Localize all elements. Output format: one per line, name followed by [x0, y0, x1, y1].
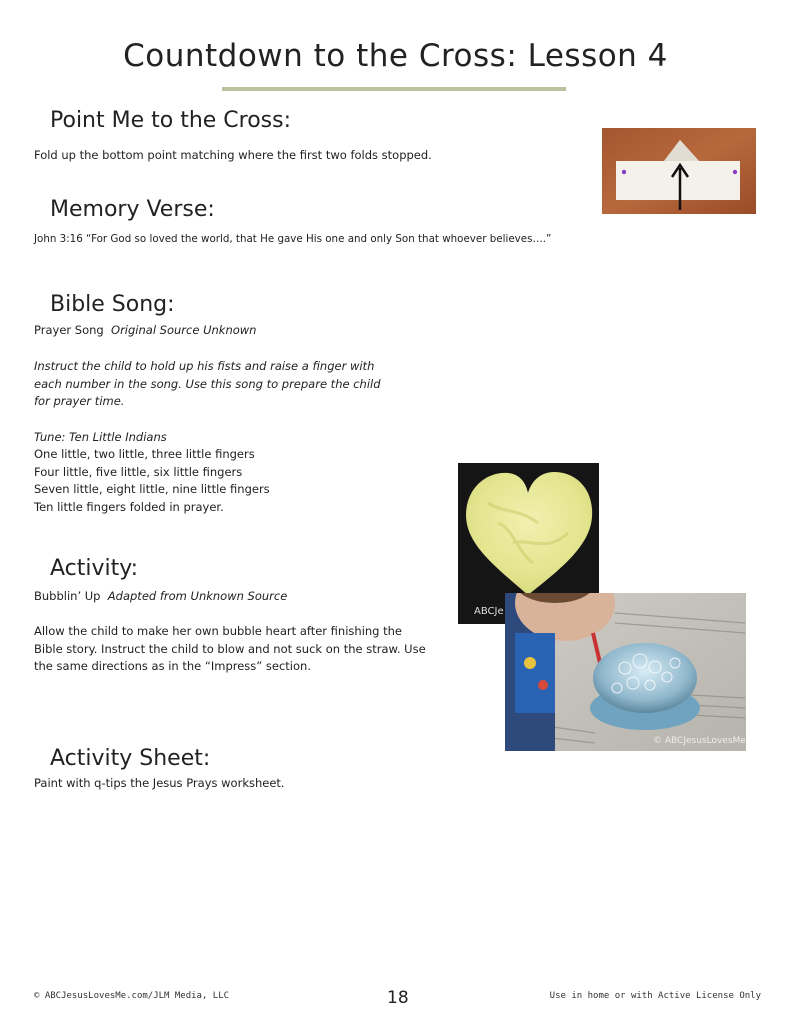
song-instructions: [34, 358, 381, 411]
song-lyrics: [34, 446, 270, 516]
activity-source: Adapted from Unknown Source: [107, 589, 288, 603]
activity-line: Allow the child to make her own bubble heart after finishing the: [34, 624, 402, 638]
point-heading: Point Me to the Cross:: [50, 108, 292, 133]
song-title-line: [34, 322, 256, 340]
memory-text: John 3:16 “For God so loved the world, that He gave His one and only Son that whoever believes….”: [34, 233, 552, 245]
lyric-line: Ten little fingers folded in prayer.: [34, 499, 224, 514]
page-title: Countdown to the Cross: Lesson 4: [123, 38, 668, 74]
page-number: 18: [387, 988, 409, 1008]
activity-heading: Activity:: [50, 556, 139, 581]
instruction-line: each number in the song. Use this song to prepare the child: [34, 376, 381, 391]
lyric-line: One little, two little, three little fingers: [34, 447, 255, 461]
song-source: Original Source Unknown: [111, 323, 257, 337]
song-heading: Bible Song:: [50, 292, 175, 317]
instruction-line: for prayer time.: [34, 394, 125, 409]
lyric-line: Four little, five little, six little fingers: [34, 464, 243, 479]
activity-instructions: [34, 623, 426, 676]
bubble-watermark: © ABCJesusLovesMe: [653, 736, 746, 746]
bubble-photo: [505, 593, 746, 751]
activity-line: the same directions as in the “Impress” section.: [34, 659, 311, 674]
song-tune: Tune: Ten Little Indians: [34, 430, 167, 444]
bubble-bowl-icon: [505, 593, 746, 751]
memory-heading: Memory Verse:: [50, 197, 215, 222]
lyric-line: Seven little, eight little, nine little fingers: [34, 482, 270, 497]
activity-name: Bubblin’ Up: [34, 589, 101, 603]
activity-line: Bible story. Instruct the child to blow and not suck on the straw. Use: [34, 641, 426, 656]
song-name: Prayer Song: [34, 323, 104, 337]
folded-paper-icon: [602, 128, 756, 214]
title-underline: [222, 87, 566, 91]
instruction-line: Instruct the child to hold up his fists and raise a finger with: [34, 359, 375, 373]
heart-watermark: ABCJe: [474, 606, 504, 617]
footer-license: Use in home or with Active License Only: [549, 991, 761, 1001]
footer-copyright: © ABCJesusLovesMe.com/JLM Media, LLC: [34, 991, 230, 1001]
activity-title-line: [34, 588, 287, 606]
sheet-text: Paint with q-tips the Jesus Prays worksheet.: [34, 776, 285, 790]
fold-photo: [602, 128, 756, 214]
point-text: Fold up the bottom point matching where the first two folds stopped.: [34, 148, 432, 162]
sheet-heading: Activity Sheet:: [50, 746, 211, 771]
